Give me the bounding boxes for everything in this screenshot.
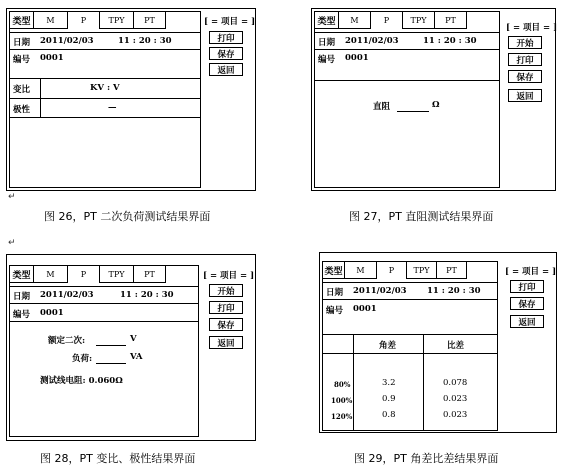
col-ratio-header: 比差: [447, 341, 465, 351]
polarity-label: 极性: [13, 105, 31, 115]
tab-m[interactable]: M: [34, 266, 68, 283]
start-button[interactable]: 开始: [508, 36, 542, 49]
number-row: [10, 303, 198, 322]
back-button[interactable]: 返回: [209, 336, 243, 349]
tab-pt[interactable]: PT: [437, 262, 467, 279]
save-button[interactable]: 保存: [209, 47, 243, 60]
back-button[interactable]: 返回: [209, 63, 243, 76]
tab-m[interactable]: M: [34, 12, 68, 29]
back-button[interactable]: 返回: [508, 89, 542, 102]
tab-tpy[interactable]: TPY: [100, 266, 134, 283]
tab-type: 类型: [323, 262, 345, 279]
polarity-value: —: [108, 103, 117, 113]
print-button[interactable]: 打印: [209, 31, 243, 44]
col-angle-header: 角差: [379, 341, 397, 351]
type-tabs: [10, 266, 166, 284]
tab-m[interactable]: M: [345, 262, 377, 279]
polarity-row: [10, 98, 200, 118]
print-button[interactable]: 打印: [510, 280, 544, 293]
row-angle: 0.9: [382, 394, 396, 404]
row-ratio: 0.023: [443, 410, 468, 420]
number-row: [323, 299, 497, 322]
result-frame: [9, 11, 201, 188]
tab-pt[interactable]: PT: [435, 12, 467, 29]
resistance-unit: Ω: [432, 100, 440, 110]
ratio-row: [10, 78, 200, 98]
project-label: [ = 项目 = ]: [506, 23, 558, 33]
row-ratio: 0.023: [443, 394, 468, 404]
caption-fig26: 图 26，PT 二次负荷测试结果界面: [44, 210, 211, 223]
time-value: 11 : 20 : 30: [423, 36, 477, 46]
project-label: [ = 项目 = ]: [203, 271, 255, 281]
label-divider: [40, 78, 41, 118]
start-button[interactable]: 开始: [209, 284, 243, 297]
panel-pt-ratio-polarity: [6, 254, 256, 441]
error-table-header: [323, 334, 497, 354]
return-mark-icon: ↵: [8, 238, 16, 248]
rated-secondary-value-line: [96, 345, 126, 346]
tab-p[interactable]: P: [68, 12, 100, 29]
number-row: [315, 49, 499, 81]
number-label: 编号: [13, 55, 31, 65]
number-label: 编号: [326, 306, 344, 316]
rated-secondary-label: 额定二次:: [48, 336, 86, 346]
date-value: 2011/02/03: [353, 286, 407, 296]
project-label: [ = 项目 = ]: [505, 267, 557, 277]
row-ratio: 0.078: [443, 378, 468, 388]
tab-tpy[interactable]: TPY: [403, 12, 435, 29]
panel-pt-dc-resistance: [311, 8, 556, 191]
date-row: [323, 282, 497, 299]
table-divider-2: [423, 334, 424, 430]
tab-m[interactable]: M: [339, 12, 371, 29]
row-pct: 80%: [334, 380, 351, 389]
tab-tpy[interactable]: TPY: [407, 262, 437, 279]
resistance-value-line: [397, 111, 429, 112]
tab-pt[interactable]: PT: [134, 12, 166, 29]
return-mark-icon: ↵: [8, 192, 16, 202]
date-row: [10, 32, 200, 49]
date-label: 日期: [13, 292, 31, 302]
load-value-line: [96, 363, 126, 364]
number-value: 0001: [40, 53, 64, 63]
date-value: 2011/02/03: [345, 36, 399, 46]
date-label: 日期: [13, 38, 31, 48]
back-button[interactable]: 返回: [510, 315, 544, 328]
date-row: [10, 286, 198, 303]
save-button[interactable]: 保存: [209, 318, 243, 331]
date-value: 2011/02/03: [40, 290, 94, 300]
type-tabs: [10, 12, 166, 30]
result-frame: [314, 11, 500, 188]
tab-type: 类型: [10, 12, 34, 29]
ratio-value: KV : V: [90, 83, 120, 93]
number-value: 0001: [353, 304, 377, 314]
project-label: [ = 项目 = ]: [204, 17, 256, 27]
number-value: 0001: [345, 53, 369, 63]
resistance-label: 直阻: [373, 102, 391, 112]
save-button[interactable]: 保存: [510, 297, 544, 310]
type-tabs: [323, 262, 467, 280]
tab-type: 类型: [315, 12, 339, 29]
save-button[interactable]: 保存: [508, 70, 542, 83]
number-label: 编号: [13, 310, 31, 320]
load-unit: VA: [130, 352, 143, 362]
caption-fig28: 图 28，PT 变比、极性结果界面: [40, 452, 196, 465]
type-tabs: [315, 12, 467, 30]
row-angle: 3.2: [382, 378, 396, 388]
number-row: [10, 49, 200, 66]
table-divider-1: [353, 334, 354, 430]
rated-secondary-unit: V: [130, 334, 137, 344]
panel-pt-angle-ratio-error: [319, 252, 557, 433]
number-value: 0001: [40, 308, 64, 318]
time-value: 11 : 20 : 30: [120, 290, 174, 300]
caption-fig29: 图 29，PT 角差比差结果界面: [354, 452, 499, 465]
row-pct: 100%: [331, 396, 353, 405]
caption-fig27: 图 27，PT 直阻测试结果界面: [349, 210, 494, 223]
row-angle: 0.8: [382, 410, 396, 420]
ratio-label: 变比: [13, 85, 31, 95]
date-label: 日期: [326, 288, 344, 298]
date-row: [315, 32, 499, 49]
row-pct: 120%: [331, 412, 353, 421]
line-resistance-label: 测试线电阻: 0.060Ω: [40, 376, 123, 386]
tab-tpy[interactable]: TPY: [100, 12, 134, 29]
load-label: 负荷:: [72, 354, 93, 364]
tab-type: 类型: [10, 266, 34, 283]
number-label: 编号: [318, 55, 336, 65]
panel-pt-secondary-load: [6, 8, 256, 191]
tab-pt[interactable]: PT: [134, 266, 166, 283]
result-frame: [322, 261, 498, 431]
print-button[interactable]: 打印: [209, 301, 243, 314]
time-value: 11 : 20 : 30: [427, 286, 481, 296]
tab-p[interactable]: P: [377, 262, 407, 279]
time-value: 11 : 20 : 30: [118, 36, 172, 46]
tab-p[interactable]: P: [371, 12, 403, 29]
tab-p[interactable]: P: [68, 266, 100, 283]
date-label: 日期: [318, 38, 336, 48]
print-button[interactable]: 打印: [508, 53, 542, 66]
result-frame: [9, 265, 199, 437]
date-value: 2011/02/03: [40, 36, 94, 46]
